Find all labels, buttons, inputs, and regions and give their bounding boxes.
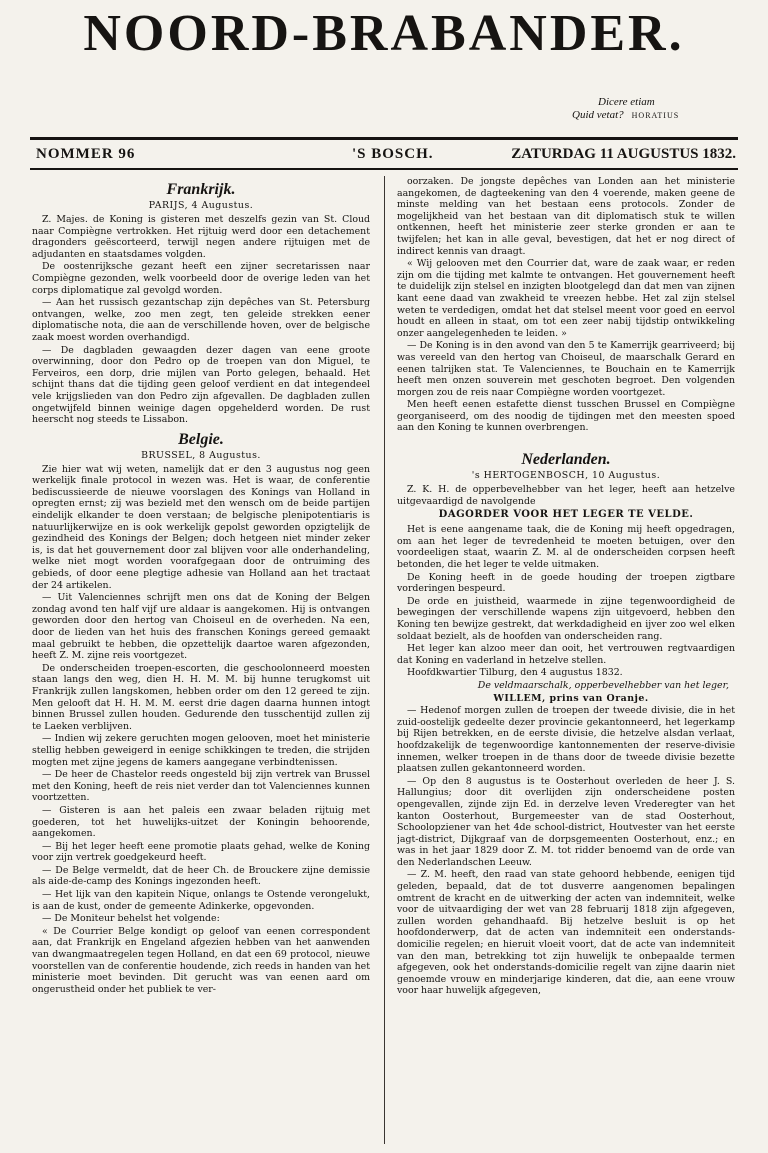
section-heading-nederlanden: Nederlanden. xyxy=(521,451,611,469)
column-divider xyxy=(384,176,385,1144)
motto-line-1: Dicere etiam xyxy=(598,96,655,108)
section-heading-frankrijk: Frankrijk. xyxy=(166,181,236,198)
article-paragraph: De Koning heeft in de goede houding der troepen zigtbare vorderingen bespeurd. xyxy=(397,571,735,595)
article-paragraph: oorzaken. De jongste depêches van Londen aan het ministerie aangekomen, de dagteekening van den 4 voerende, maken geene de minste melding van het bestaan eens protocols. Zonder de mogelijkheid van het bestaan van dit diplomatisch stuk te willen ontkennen, heeft het ministerie zeer sterke gronden er aan te twijfelen; het kan in alle geval, bevestigen, dat het er nog direct of indirect kennis van draagt. xyxy=(397,176,735,257)
issue-number: NOMMER 96 xyxy=(36,146,136,162)
article-paragraph: — Aan het russisch gezantschap zijn depêches van St. Petersburg ontvangen, welke, zoo men zegt, ten geleide strekken eener diplomatische nota, die aan de verschillende hoven, over de belgische zaak moest worden overhandigd. xyxy=(32,297,370,343)
article-paragraph: Het leger kan alzoo meer dan ooit, het vertrouwen regtvaardigen dat Koning en vaderland in hetzelve stellen. xyxy=(397,643,735,666)
article-paragraph: « De Courrier Belge kondigt op geloof van eenen correspondent aan, dat Frankrijk en Engeland afgezien hebben van het aanwenden van dwangmaatregelen tegen Holland, en dat een 69 protocol, nieuwe voorstellen van de conferentie houdende, zich reeds in handen van het ministerie moet bevinden. Dit gerucht was van eenen aard om ongerustheid onder het publiek te ver- xyxy=(32,925,370,995)
article-paragraph: — Bij het leger heeft eene promotie plaats gehad, welke de Koning voor zijn vertrek goedgekeurd heeft. xyxy=(32,840,370,864)
article-paragraph: « Wij gelooven met den Courrier dat, ware de zaak waar, er reden zijn om die tijding met kalmte te ontvangen. Het gouvernement heeft te duidelijk zijn stelsel en inzigten blootgelegd dan dat men van zijnen kant eene daad van zwakheid te vreezen hebbe. Het zal zijn stelsel weten te verdedigen, omdat het dat stelsel meent voor goed en eervol houdt en alleen in staat, om tot een zeer nabij tijdstip ontwikkeling onzer aangelegenheden te leiden. » xyxy=(397,258,735,339)
article-paragraph: — De Moniteur behelst het volgende: xyxy=(42,913,220,925)
article-paragraph: Z. K. H. de opperbevelhebber van het leger, heeft aan hetzelve uitgevaardigd de navolgende xyxy=(397,484,735,507)
article-paragraph: Z. Majes. de Koning is gisteren met deszelfs gezin van St. Cloud naar Compiègne vertrokken. Het rijtuig werd door een detachement dragonders geëscorteerd, terwijl negen andere rijtuigen met de adjudanten en staatsdames volgden. xyxy=(32,214,370,260)
issue-date: ZATURDAG 11 AUGUSTUS 1832. xyxy=(511,146,736,162)
masthead-rule-bottom xyxy=(30,168,738,170)
dateline-parijs: PARIJS, 4 Augustus. xyxy=(148,200,254,211)
article-paragraph: De onderscheiden troepen-escorten, die geschoolonneerd moesten staan langs den weg, dien H. H. M. M. bij hunne terugkomst uit Frankrijk zullen langskomen, hebben order om den 12 gereed te zijn. Men gelooft dat H. H. M. M. eerst drie dagen daarna hunnen intogt binnen Brussel zullen houden. Gedurende den tusschentijd zullen zij te Laeken verblijven. xyxy=(32,662,370,732)
article-paragraph: — De dagbladen gewaagden dezer dagen van eene groote overwinning, door don Pedro op de troepen van don Miguel, te Ferveiros, een dorp, drie mijlen van Porto gelegen, behaald. Het schijnt thans dat die tijding geen geloof verdient en dat integendeel vele krijgslieden van don Pedro zijn afgevallen. De dagbladen zullen ongetwijfeld binnen weinige dagen opgehelderd worden. De rust heerscht nog steeds te Lissabon. xyxy=(32,344,370,426)
left-column xyxy=(32,176,370,1146)
section-heading-belgie: Belgie. xyxy=(178,430,224,448)
motto xyxy=(558,96,698,122)
article-paragraph: — Indien wij zekere geruchten mogen gelooven, moet het ministerie stellig hebben geweigerd in eenige schikkingen te treden, die strijden mogten met zijne jegens de kamers aangegane verbindtenissen. xyxy=(32,733,370,768)
article-paragraph: — De heer de Chastelor reeds ongesteld bij zijn vertrek van Brussel met den Koning, heeft de reis niet verder dan tot Valenciennes kunnen voortzetten. xyxy=(32,769,370,804)
dateline-brussel: BRUSSEL, 8 Augustus. xyxy=(141,449,261,461)
order-place-date: Hoofdkwartier Tilburg, den 4 augustus 1832. xyxy=(407,667,623,679)
article-paragraph: — De Belge vermeldt, dat de heer Ch. de Brouckere zijne demissie als aide-de-camp des Konings ingezonden heeft. xyxy=(32,864,370,888)
article-paragraph: — Het lijk van den kapitein Nique, onlangs te Ostende verongelukt, is aan de kust, onder de gemeente Adinkerke, opgevonden. xyxy=(32,889,370,912)
article-paragraph: — Op den 8 augustus is te Oosterhout overleden de heer J. S. Hallungius; door dit overlijden zijn onderscheidene posten opengevallen, zijnde zijn Ed. in derzelve leven Vrederegter van het kanton Oosterhout, Burgemeester van de stad Oosterhout, Schoolopziener van het 4de school-district, Houtvester van het eerste jagt-district, Dijkgraaf van de dorpsgemeenten Oosterhout, enz.; en was in het jaar 1829 door Z. M. tot ridder benoemd van de orde van den Nederlandschen Leeuw. xyxy=(397,775,735,868)
article-paragraph: Men heeft eenen estafette dienst tusschen Brussel en Compiègne georganiseerd, om des noodig de tijdingen met den meesten spoed aan den Koning te kunnen overbrengen. xyxy=(397,399,735,434)
article-paragraph: De orde en juistheid, waarmede in zijne tegenwoordigheid de bewegingen der verschillende wapens zijn uitgevoerd, hebben den Koning ten bewijze gestrekt, dat werkdadigheid en ijver zoo wel elken soldaat bezielt, als de hoofden van onderscheiden rang. xyxy=(397,595,735,642)
dateline-hertogenbosch: 's HERTOGENBOSCH, 10 Augustus. xyxy=(471,470,661,482)
motto-line-2 xyxy=(558,109,698,122)
motto-line-2-text: Quid vetat? xyxy=(572,109,624,121)
article-paragraph: — Uit Valenciennes schrijft men ons dat de Koning der Belgen zondag avond ten half vijf ure aldaar is aangekomen. Hij is ontvangen geworden door den hertog van Choiseul en de overheden. Na een, door de lieden van het huis des franschen Konings gereed gemaakt maal gebruikt te hebben, die opzettelijk daartoe waren afgezonden, heeft Z. M. zijne reis voortgezet. xyxy=(32,592,370,662)
motto-author: HORATIUS xyxy=(631,111,680,120)
article-paragraph: Het is eene aangename taak, die de Koning mij heeft opgedragen, om aan het leger de tevredenheid te moeten betuigen, over den voordeeligen staat, waarin Z. M. al de onderscheiden corpsen heeft betonden, die het leger te velde uitmaken. xyxy=(397,524,735,571)
article-paragraph: De oostenrijksche gezant heeft een zijner secretarissen naar Compiègne gezonden, welk voorbeeld door de overige leden van het corps diplomatique zal gevolgd worden. xyxy=(32,261,370,296)
order-signatory-title: De veldmaarschalk, opperbevelhebber van het leger, xyxy=(477,679,729,691)
order-signatory-name: WILLEM, prins van Oranje. xyxy=(493,692,649,704)
article-paragraph: — Gisteren is aan het paleis een zwaar beladen rijtuig met goederen, tot het huwelijks-uitzet der Koningin behoorende, aangekomen. xyxy=(32,804,370,840)
masthead-title: NOORD-BRABANDER. xyxy=(83,5,685,62)
article-paragraph: — De Koning is in den avond van den 5 te Kamerrijk gearriveerd; bij was vereeld van den hertog van Choiseul, de maarschalk Gerard en eenen talrijken stat. Te Valenciennes, te Bouchain en te Kamerrijk heeft men onzen souverein met geschoten begroet. Den volgenden morgen zou de reis naar Compiègne worden voortgezet. xyxy=(397,340,735,398)
article-paragraph: — Z. M. heeft, den raad van state gehoord hebbende, eenigen tijd geleden, bepaald, dat de tot dusverre aangenomen bepalingen omtrent de kracht en de uitwerking der acten van indemniteit, welke voor de uitvaardiging der wet van 28 februarij 1818 zijn afgegeven, zullen worden gehandhaafd. Bij hetzelve besluit is op het hoofdonderwerp, dat de acten van indemniteit een onderstands-domicilie regelen; en hieruit vloeit voort, dat de acte van indemniteit van den man, betrekking tot zijn huwelijk te onbepaalde termen afgegeven, ook het onderstands-domicilie regelt van zijne daarin niet genoemde vrouw en minderjarige kinderen, dat die, aan eene vrouw voor haar huwelijk afgegeven, xyxy=(397,869,735,997)
issue-info-bar xyxy=(36,140,736,168)
right-column xyxy=(397,176,735,1146)
order-title: DAGORDER VOOR HET LEGER TE VELDE. xyxy=(438,509,694,521)
issue-city: 'S BOSCH. xyxy=(352,146,434,162)
article-paragraph: Zie hier wat wij weten, namelijk dat er den 3 augustus nog geen werkelijk finale protocol in wezen was. Het is waar, de conferentie bediscussieerde de nieuwe voorslagen des Konings van Holland in opregten ernst; zij was bezield met den wensch om de beide partijen eindelijk elkander te doen verstaan; de belgische plenipotentiaris is natuurlijkerwijze en is ook werkelijk gepolst geworden opzigtelijk de gezindheid des Konings der Belgen; doch hetgeen niet minder zeker is, is dat het gouvernement door zal blijven voor alle onderhandeling, welke niet mogt worden voorafgegaan door de ontruiming des gebieds, of door eene plegtige adhesie van Holland aan het tractaat der 24 artikelen. xyxy=(32,463,370,591)
article-paragraph: — Hedenof morgen zullen de troepen der tweede divisie, die in het zuid-oostelijk gedeelte dezer provincie gekantonneerd, het legerkamp bij Rijen betrekken, en de eerste divisie, die hetzelve alsdan verlaat, hoofdzakelijk de tegenwoordige kantonnementen der reserve-divisie innemen, welker troepen in de thans door de tweede divisie bezette plaatsen zullen gekantonneerd worden. xyxy=(397,705,735,775)
